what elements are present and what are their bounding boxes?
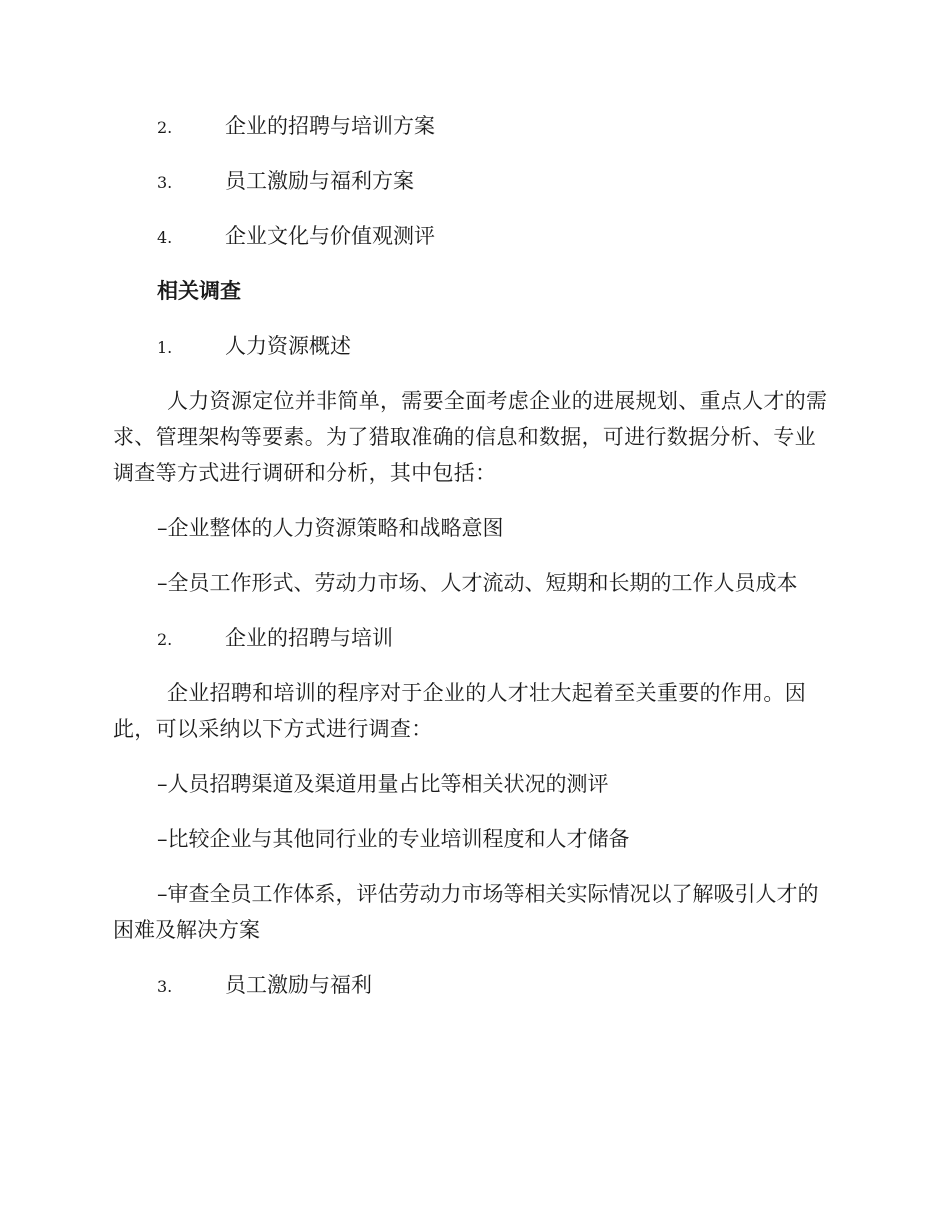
list-number: 2. (157, 118, 173, 137)
list-text: 员工激励与福利方案 (225, 169, 414, 193)
list-number: 1. (157, 338, 173, 357)
list-number: 4. (157, 228, 173, 247)
list-number: 2. (157, 630, 173, 649)
list-item (157, 218, 835, 273)
document-content (113, 108, 835, 1022)
list-item (157, 620, 835, 675)
list-text: 企业的招聘与培训 (225, 626, 393, 650)
list-number: 3. (157, 173, 173, 192)
list-number: 3. (157, 977, 173, 996)
list-item (157, 328, 835, 383)
bullet-item: –企业整体的人力资源策略和战略意图 (157, 516, 504, 540)
section-heading: 相关调查 (157, 279, 241, 303)
list-text: 企业的招聘与培训方案 (225, 114, 435, 138)
list-text: 企业文化与价值观测评 (225, 224, 435, 248)
list-item (157, 163, 835, 218)
list-item (157, 967, 835, 1022)
list-text: 人力资源概述 (225, 334, 351, 358)
bullet-item: –人员招聘渠道及渠道用量占比等相关状况的测评 (157, 772, 609, 796)
bullet-item: –审查全员工作体系，评估劳动力市场等相关实际情况以了解吸引人才的困难及解决方案 (113, 882, 819, 942)
list-text: 员工激励与福利 (225, 973, 372, 997)
bullet-item: –全员工作形式、劳动力市场、人才流动、短期和长期的工作人员成本 (157, 571, 798, 595)
bullet-item: –比较企业与其他同行业的专业培训程度和人才储备 (157, 827, 630, 851)
paragraph: 人力资源定位并非简单，需要全面考虑企业的进展规划、重点人才的需求、管理架构等要素。为了猎取准确的信息和数据，可进行数据分析、专业调查等方式进行调研和分析，其中包括： (113, 389, 828, 485)
list-item (157, 108, 835, 163)
paragraph: 企业招聘和培训的程序对于企业的人才壮大起着至关重要的作用。因此，可以采纳以下方式进行调查： (113, 681, 806, 741)
